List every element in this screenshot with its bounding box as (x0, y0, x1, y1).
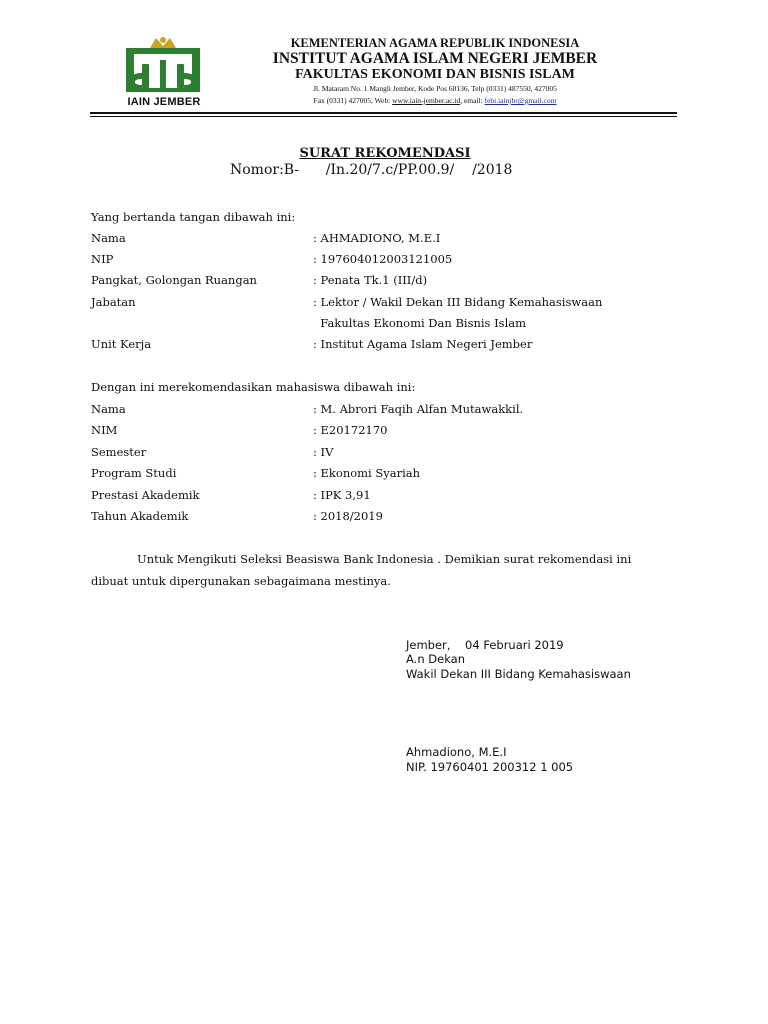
fax-text: Fax (0331) 427005, Web: (313, 96, 393, 105)
contact-line (230, 96, 640, 105)
student-value: : IPK 3,91 (313, 488, 371, 502)
signer-position: Wakil Dekan III Bidang Kemahasiswaan (406, 667, 631, 681)
institute-name: INSTITUT AGAMA ISLAM NEGERI JEMBER (272, 50, 598, 67)
logo-caption: IAIN JEMBER (127, 96, 201, 108)
signer-label: NIP (91, 252, 114, 266)
student-label: Program Studi (91, 466, 177, 480)
document-number: Nomor:B- /In.20/7.c/PP.00.9/ /2018 (230, 162, 513, 178)
student-value: : M. Abrori Faqih Alfan Mutawakkil. (313, 402, 524, 416)
student-value: : IV (313, 445, 334, 459)
student-value: : Ekonomi Syariah (313, 466, 421, 480)
email-prefix: , email: (460, 96, 485, 105)
signer-intro: Yang bertanda tangan dibawah ini: (91, 210, 296, 224)
signer-label: Jabatan (91, 295, 136, 309)
student-value: : 2018/2019 (313, 509, 383, 523)
website-link[interactable]: www.iain-jember.ac.id (392, 96, 461, 105)
student-label: Prestasi Akademik (91, 488, 200, 502)
signer-value: : Lektor / Wakil Dekan III Bidang Kemahasiswaan (313, 295, 603, 309)
header-rule-thick (90, 112, 677, 114)
faculty-name: FAKULTAS EKONOMI DAN BISNIS ISLAM (295, 67, 575, 82)
student-label: NIM (91, 423, 118, 437)
student-label: Semester (91, 445, 147, 459)
document-title: SURAT REKOMENDASI (299, 146, 471, 161)
signer-name: Ahmadiono, M.E.I (406, 745, 507, 759)
student-label: Nama (91, 402, 126, 416)
address-line: Jl. Mataram No. 1 Mangli Jember, Kode Pos 68136, Telp (0331) 487550, 427005 (313, 84, 557, 93)
place-date: Jember, 04 Februari 2019 (406, 638, 564, 652)
signer-value: : 197604012003121005 (313, 252, 453, 266)
on-behalf: A.n Dekan (406, 652, 465, 666)
signer-label: Pangkat, Golongan Ruangan (91, 273, 257, 287)
signer-value: : Institut Agama Islam Negeri Jember (313, 337, 533, 351)
closing-paragraph-line1: Untuk Mengikuti Seleksi Beasiswa Bank Indonesia . Demikian surat rekomendasi ini (137, 552, 632, 566)
closing-paragraph-line2: dibuat untuk dipergunakan sebagaimana mestinya. (91, 574, 391, 588)
signer-label: Unit Kerja (91, 337, 152, 351)
student-intro: Dengan ini merekomendasikan mahasiswa dibawah ini: (91, 380, 416, 394)
signer-value: Fakultas Ekonomi Dan Bisnis Islam (313, 316, 527, 330)
ministry-name: KEMENTERIAN AGAMA REPUBLIK INDONESIA (290, 36, 580, 50)
signer-value: : AHMADIONO, M.E.I (313, 231, 441, 245)
student-value: : E20172170 (313, 423, 388, 437)
signer-nip: NIP. 19760401 200312 1 005 (406, 760, 574, 774)
header-rule-thin (90, 116, 677, 117)
signer-value: : Penata Tk.1 (III/d) (313, 273, 428, 287)
student-label: Tahun Akademik (91, 509, 189, 523)
signer-label: Nama (91, 231, 126, 245)
email-link[interactable]: febi.iainjbr@gmail.com (484, 96, 557, 105)
